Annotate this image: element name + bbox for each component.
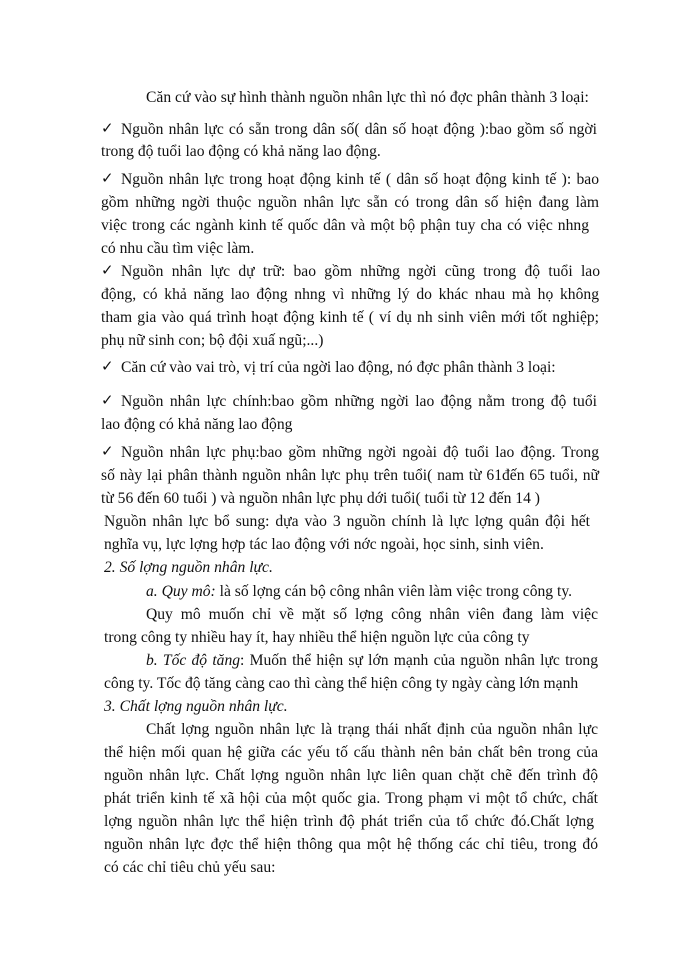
check-icon: ✓: [101, 442, 114, 460]
cl-line4: phát triển kinh tế xã hội của một quốc gia. Trong phạm vi một tổ chức, chất: [104, 790, 598, 807]
item6-line2: số này lại phân thành nguồn nhân lực phụ trên tuổi( nam từ 61đến 65 tuổi, nữ: [101, 467, 599, 484]
check-icon: ✓: [101, 357, 114, 375]
item2-line3: việc trong các ngành kinh tế quốc dân và một bộ phận tuy cha có việc nhng: [101, 217, 589, 234]
cl-line2: thể hiện mối quan hệ giữa các yếu tố cấu thành nên bản chất bên trong của: [104, 744, 598, 761]
cl-line7: có các chỉ tiêu chủ yếu sau:: [104, 859, 276, 876]
item1-line2: trong độ tuổi lao động có khả năng lao động.: [101, 143, 381, 160]
supp-line1: Nguồn nhân lực bổ sung: dựa vào 3 nguồn chính là lực lợng quân đội hết: [104, 513, 590, 530]
item5-line2: lao động có khả năng lao động: [101, 416, 293, 433]
check-icon: ✓: [101, 119, 114, 137]
item6-line1: Nguồn nhân lực phụ:bao gồm những ngời ngoài độ tuổi lao động. Trong: [121, 444, 599, 461]
item1-line1: Nguồn nhân lực có sẵn trong dân số( dân số hoạt động ):bao gồm số ngời: [121, 121, 597, 138]
item3-line4: phụ nữ sinh con; bộ đội xuấ ngũ;...): [101, 332, 324, 349]
section-heading-3: 3. Chất lợng nguồn nhân lực.: [104, 698, 288, 715]
cl-line5: lợng nguồn nhân lực thể hiện trình độ phát triển của tổ chức đó.Chất lợng: [104, 813, 594, 830]
qm-line2: trong công ty nhiều hay ít, hay nhiều thể hiện nguồn lực của công ty: [104, 629, 530, 646]
item2-line1: Nguồn nhân lực trong hoạt động kinh tế ( dân số hoạt động kinh tế ): bao: [121, 171, 599, 188]
cl-line6: nguồn nhân lực đợc thể hiện thông qua một hệ thống các chỉ tiêu, trong đó: [104, 836, 598, 853]
quy-mo-label: a. Quy mô:: [146, 583, 216, 600]
toc-do-label: b. Tốc độ tăng: [146, 652, 241, 669]
item2-line2: gồm những ngời thuộc nguồn nhân lực sẵn có trong dân số hiện đang làm: [101, 194, 599, 211]
cl-line1: Chất lợng nguồn nhân lực là trạng thái nhất định của nguồn nhân lực: [146, 721, 598, 738]
toc-do-text: : Muốn thể hiện sự lớn mạnh của nguồn nhân lực trong: [240, 652, 598, 669]
section-heading-2: 2. Số lợng nguồn nhân lực.: [104, 559, 273, 576]
cl-line3: nguồn nhân lực. Chất lợng nguồn nhân lực liên quan chặt chẽ đến trình độ: [104, 767, 598, 784]
check-icon: ✓: [101, 169, 114, 187]
item3-line2: động, có khả năng lao động nhng vì những lý do khác nhau mà họ không: [101, 286, 599, 303]
toc-do-line1: [146, 651, 598, 671]
intro-line: Căn cứ vào sự hình thành nguồn nhân lực thì nó đợc phân thành 3 loại:: [146, 89, 589, 106]
qm-line1: Quy mô muốn chỉ về mặt số lợng công nhân viên đang làm việc: [146, 606, 598, 623]
check-icon: ✓: [101, 261, 114, 279]
item3-line3: tham gia vào quá trình hoạt động kinh tế ( ví dụ nh sinh viên mới tốt nghiệp;: [101, 309, 599, 326]
toc-do-line2: công ty. Tốc độ tăng càng cao thì càng thể hiện công ty ngày càng lớn mạnh: [104, 675, 579, 692]
item3-line1: Nguồn nhân lực dự trữ: bao gồm những ngời cũng trong độ tuổi lao: [121, 263, 600, 280]
quy-mo-text: là số lợng cán bộ công nhân viên làm việc trong công ty.: [215, 583, 573, 600]
item5-line1: Nguồn nhân lực chính:bao gồm những ngời lao động nằm trong độ tuổi: [121, 393, 597, 410]
item6-line3: từ 56 đến 60 tuổi ) và nguồn nhân lực phụ dới tuổi( tuổi từ 12 đến 14 ): [101, 490, 540, 507]
supp-line2: nghĩa vụ, lực lợng hợp tác lao động với nớc ngoài, học sinh, sinh viên.: [104, 536, 544, 553]
item2-line4: có nhu cầu tìm việc làm.: [101, 240, 255, 257]
quy-mo-line: [146, 582, 572, 602]
check-icon: ✓: [101, 391, 114, 409]
item4-line1: Căn cứ vào vai trò, vị trí của ngời lao động, nó đợc phân thành 3 loại:: [121, 359, 556, 376]
